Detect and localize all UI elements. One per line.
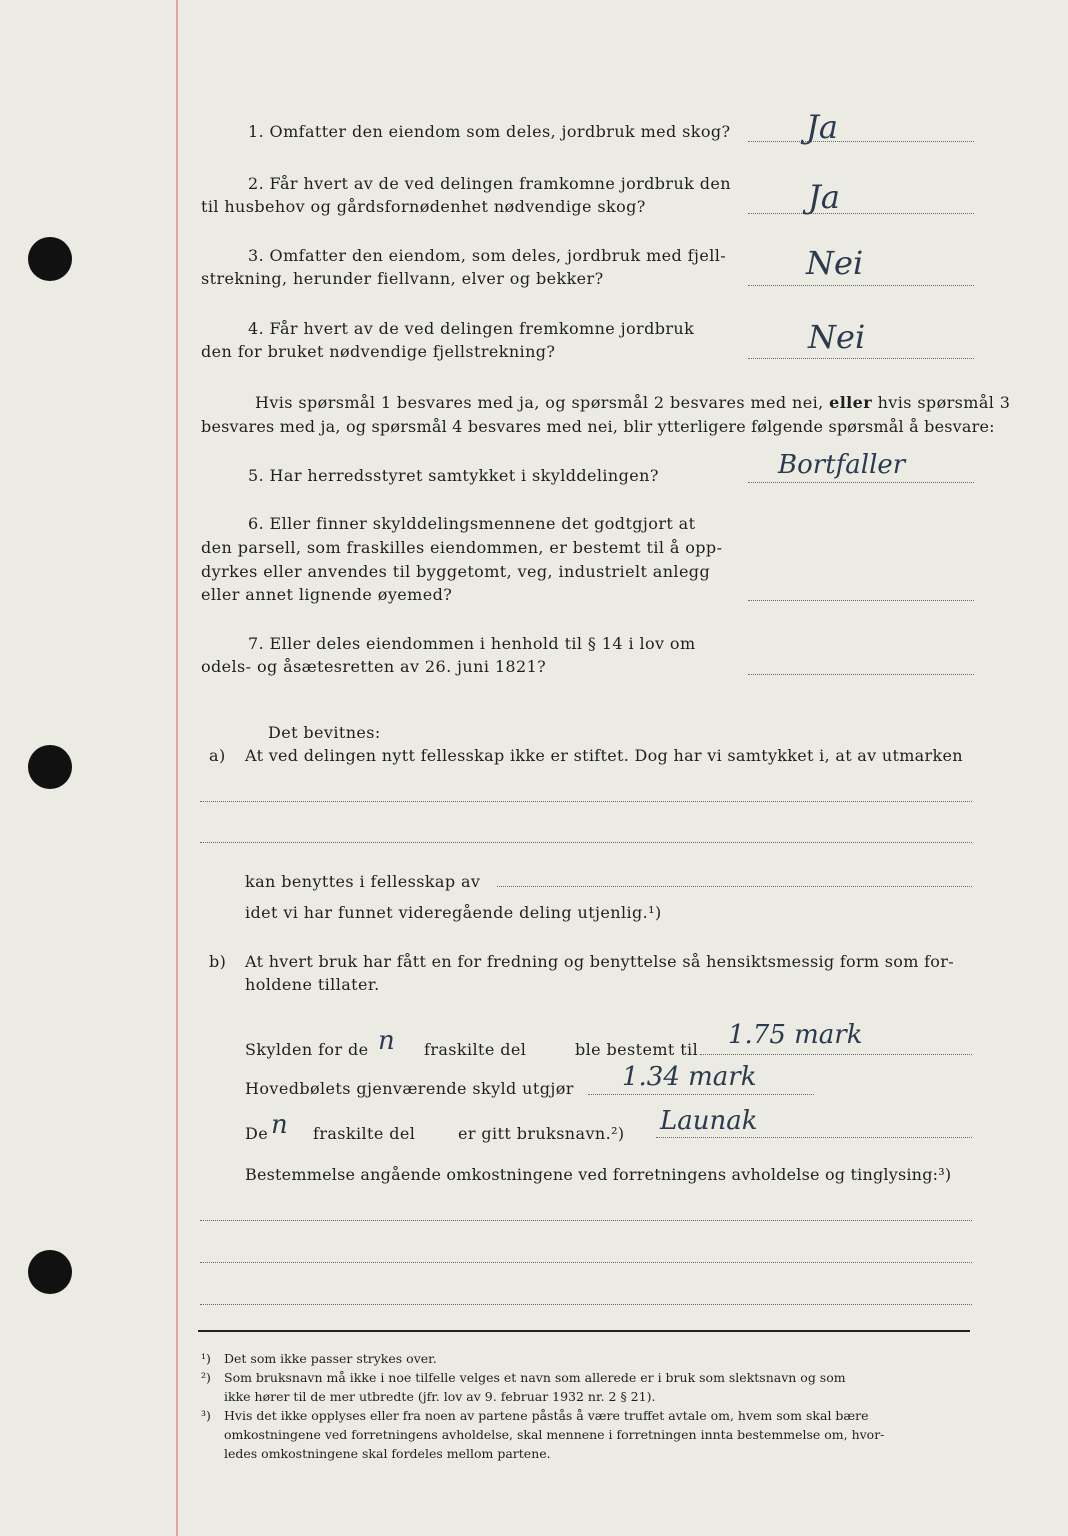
skyld-line <box>700 1054 972 1055</box>
answer-line-1 <box>748 141 974 142</box>
cost-label: Bestemmelse angående omkostningene ved forretningens avholdelse og tinglysing:³) <box>245 1165 952 1184</box>
blank-line <box>200 1262 972 1263</box>
testimony-a-marker: a) <box>209 746 226 765</box>
testimony-b-marker: b) <box>209 952 227 971</box>
footnote-2-marker: ²) <box>201 1370 211 1385</box>
footnote-3-marker: ³) <box>201 1408 211 1423</box>
skyld-value: 1.75 mark <box>728 1020 863 1050</box>
question-4-line-2: den for bruket nødvendige fjellstrekning? <box>201 342 556 361</box>
hoved-value: 1.34 mark <box>622 1062 757 1092</box>
testimony-b-line-1: At hvert bruk har fått en for fredning og benyttelse så hensiktsmessig form som for- <box>245 952 954 971</box>
question-6-line-2: den parsell, som fraskilles eiendommen, er bestemt til å opp- <box>201 538 723 557</box>
question-4-line-1: 4. Får hvert av de ved delingen fremkomne jordbruk <box>248 319 695 338</box>
punch-hole <box>28 1250 72 1294</box>
footnote-1-marker: ¹) <box>201 1351 211 1366</box>
skyld-label: Skylden for de <box>245 1040 369 1059</box>
question-2-line-1: 2. Får hvert av de ved delingen framkomne jordbruk den <box>248 174 731 193</box>
answer-line-3 <box>748 285 974 286</box>
answer-5: Bortfaller <box>778 450 906 480</box>
common-use-line <box>497 886 972 887</box>
footnote-3-line-1: Hvis det ikke opplyses eller fra noen av partene påstås å være truffet avtale om, hvem som skal bære <box>224 1408 869 1423</box>
answer-line-2 <box>748 213 974 214</box>
footnote-separator <box>198 1330 970 1332</box>
answer-2: Ja <box>808 178 840 216</box>
question-7-line-1: 7. Eller deles eiendommen i henhold til § 14 i lov om <box>248 634 696 653</box>
hoved-line <box>588 1094 814 1095</box>
question-6-line-4: eller annet lignende øyemed? <box>201 585 453 604</box>
skyld-label-2: fraskilte del <box>424 1040 527 1059</box>
common-use-label: kan benyttes i fellesskap av <box>245 872 481 891</box>
question-6-line-3: dyrkes eller anvendes til byggetomt, veg, industrielt anlegg <box>201 562 711 581</box>
question-6-line-1: 6. Eller finner skylddelingsmennene det godtgjort at <box>248 514 696 533</box>
blank-line <box>200 1304 972 1305</box>
skyld-handwritten-n: n <box>378 1026 395 1056</box>
punch-hole <box>28 745 72 789</box>
answer-line-5 <box>748 482 974 483</box>
name-label: De <box>245 1124 269 1143</box>
name-label-3: er gitt bruksnavn.²) <box>458 1124 625 1143</box>
name-value: Launak <box>660 1106 758 1136</box>
testimony-b-line-2: holdene tillater. <box>245 975 380 994</box>
testimony-a-text: At ved delingen nytt fellesskap ikke er stiftet. Dog har vi samtykket i, at av utmarken <box>245 746 963 765</box>
blank-line <box>200 801 972 802</box>
footnote-2-line-2: ikke hører til de mer utbredte (jfr. lov av 9. februar 1932 nr. 2 § 21). <box>224 1389 656 1404</box>
name-line <box>656 1137 972 1138</box>
margin-line <box>176 0 178 1536</box>
answer-line-4 <box>748 358 974 359</box>
answer-line-6 <box>748 600 974 601</box>
name-label-2: fraskilte del <box>313 1124 416 1143</box>
question-2-line-2: til husbehov og gårdsfornødenhet nødvendige skog? <box>201 197 646 216</box>
conditional-note-line-2: besvares med ja, og spørsmål 4 besvares med nei, blir ytterligere følgende spørsmål å besvare: <box>201 417 995 436</box>
answer-1: Ja <box>806 108 838 146</box>
answer-line-7 <box>748 674 974 675</box>
footnote-3-line-2: omkostningene ved forretningens avholdelse, skal mennene i forretningen innta bestemmelse om, hvor- <box>224 1427 885 1442</box>
question-5-line-1: 5. Har herredsstyret samtykket i skylddelingen? <box>248 466 659 485</box>
question-7-line-2: odels- og åsætesretten av 26. juni 1821? <box>201 657 547 676</box>
conditional-note-line-1: Hvis spørsmål 1 besvares med ja, og spørsmål 2 besvares med nei, eller hvis spørsmål 3 <box>255 393 1011 412</box>
name-handwritten-n: n <box>271 1110 288 1140</box>
footnote-3-line-3: ledes omkostningene skal fordeles mellom partene. <box>224 1446 551 1461</box>
question-3-line-1: 3. Omfatter den eiendom, som deles, jordbruk med fjell- <box>248 246 727 265</box>
footnote-1-line-1: Det som ikke passer strykes over. <box>224 1351 437 1366</box>
hoved-label: Hovedbølets gjenværende skyld utgjør <box>245 1079 574 1098</box>
testimony-heading: Det bevitnes: <box>268 723 381 742</box>
blank-line <box>200 842 972 843</box>
question-1-line-1: 1. Omfatter den eiendom som deles, jordbruk med skog? <box>248 122 731 141</box>
question-3-line-2: strekning, herunder fiellvann, elver og bekker? <box>201 269 604 288</box>
answer-3: Nei <box>806 244 864 282</box>
punch-hole <box>28 237 72 281</box>
skyld-label-3: ble bestemt til <box>575 1040 699 1059</box>
answer-4: Nei <box>808 318 866 356</box>
common-use-suffix: idet vi har funnet videregående deling utjenlig.¹) <box>245 903 662 922</box>
footnote-2-line-1: Som bruksnavn må ikke i noe tilfelle velges et navn som allerede er i bruk som slektsnavn og som <box>224 1370 846 1385</box>
blank-line <box>200 1220 972 1221</box>
